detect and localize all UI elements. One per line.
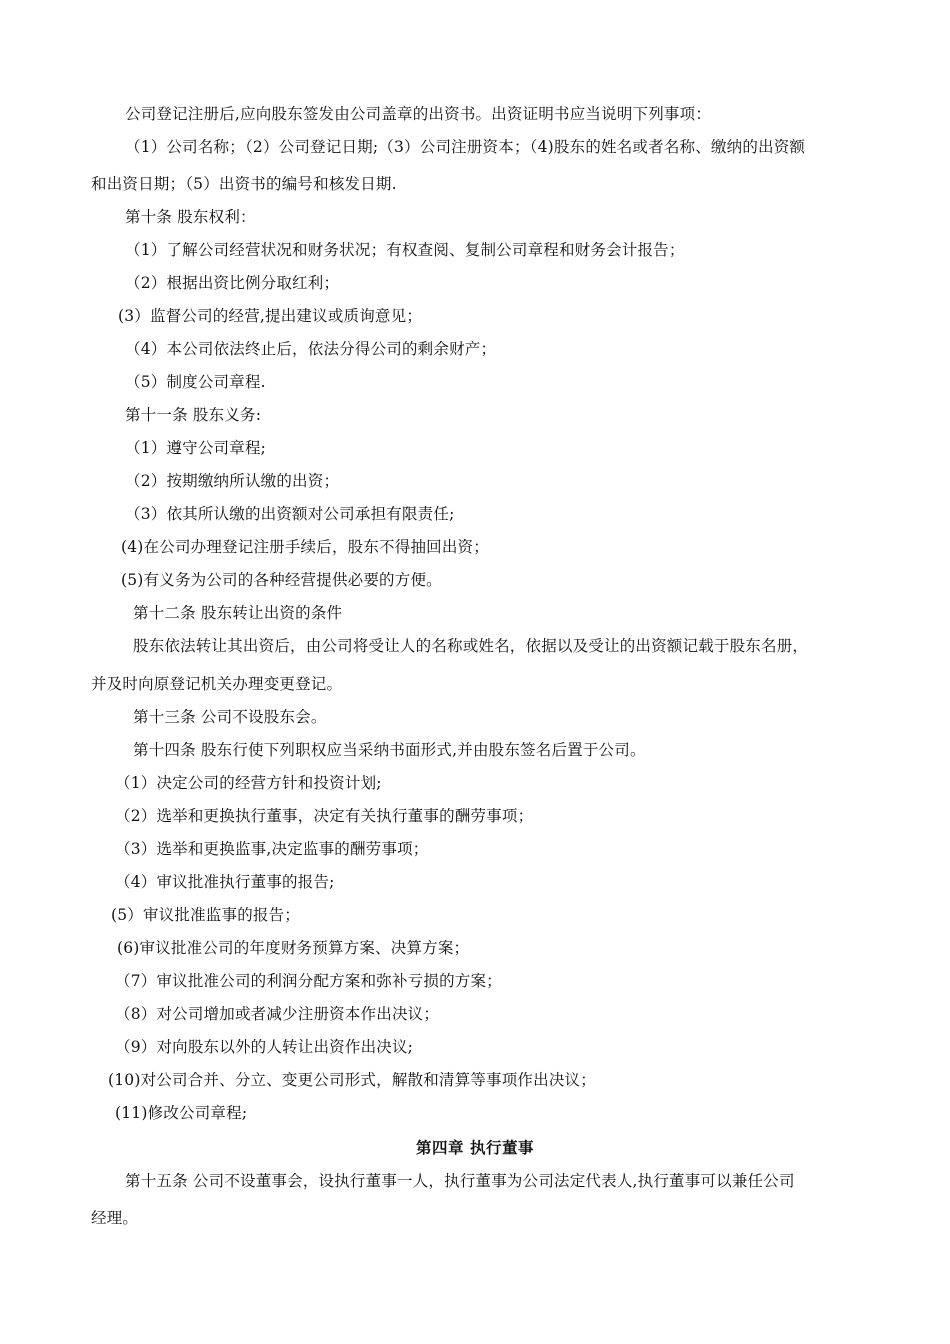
article-14-item-11: (11)修改公司章程;: [115, 1104, 248, 1122]
article-13: 第十三条 公司不设股东会。: [133, 708, 327, 726]
article-10-title: 第十条 股东权利：: [125, 208, 256, 226]
article-14-item-2: （2）选举和更换执行董事，决定有关执行董事的酬劳事项；: [115, 807, 534, 825]
article-12-title: 第十二条 股东转让出资的条件: [133, 604, 343, 622]
article-12-body-line2: 并及时向原登记机关办理变更登记。: [91, 675, 343, 693]
article-14-item-3: （3）选举和更换监事,决定监事的酬劳事项；: [115, 840, 429, 858]
article-11-title: 第十一条 股东义务:: [125, 406, 262, 424]
article-14-item-6: (6)审议批准公司的年度财务预算方案、决算方案；: [117, 939, 470, 957]
article-12-body-line1: 股东依法转让其出资后，由公司将受让人的名称或姓名，依据以及受让的出资额记载于股东名册，: [133, 637, 809, 655]
article-14-item-9: （9）对向股东以外的人转让出资作出决议;: [115, 1038, 414, 1056]
article-14-item-7: （7）审议批准公司的利润分配方案和弥补亏损的方案；: [115, 972, 502, 990]
article-10-item-3: (3）监督公司的经营,提出建议或质询意见；: [118, 307, 423, 325]
article-11-item-3: （3）依其所认缴的出资额对公司承担有限责任;: [125, 505, 455, 523]
article-15-line1: 第十五条 公司不设董事会，设执行董事一人，执行董事为公司法定代表人,执行董事可以兼任公司: [125, 1172, 795, 1190]
article-10-item-1: （1）了解公司经营状况和财务状况；有权查阅、复制公司章程和财务会计报告；: [125, 241, 685, 259]
article-14-item-5: (5）审议批准监事的报告；: [111, 906, 301, 924]
article-14-title: 第十四条 股东行使下列职权应当采纳书面形式,并由股东签名后置于公司。: [133, 741, 646, 759]
paragraph-certificate-items-line2: 和出资日期；（5）出资书的编号和核发日期.: [91, 175, 397, 193]
chapter-heading: 第四章 执行董事: [416, 1138, 534, 1157]
paragraph-capital-certificate-intro: 公司登记注册后,应向股东签发由公司盖章的出资书。出资证明书应当说明下列事项：: [125, 105, 712, 123]
article-11-item-1: （1）遵守公司章程;: [125, 439, 267, 457]
article-14-item-4: （4）审议批准执行董事的报告;: [115, 873, 335, 891]
article-14-item-1: （1）决定公司的经营方针和投资计划;: [115, 774, 382, 792]
article-14-item-10: (10)对公司合并、分立、变更公司形式，解散和清算等事项作出决议；: [108, 1071, 596, 1089]
paragraph-certificate-items-line1: （1）公司名称；（2）公司登记日期;（3）公司注册资本；（4)股东的姓名或者名称、缴纳的出资额: [125, 138, 806, 156]
article-10-item-5: （5）制度公司章程.: [125, 373, 266, 391]
article-10-item-2: （2）根据出资比例分取红利；: [125, 274, 340, 292]
article-11-item-5: (5)有义务为公司的各种经营提供必要的方便。: [121, 571, 442, 589]
article-15-line2: 经理。: [91, 1209, 139, 1227]
article-11-item-2: （2）按期缴纳所认缴的出资；: [125, 472, 340, 490]
article-10-item-4: （4）本公司依法终止后，依法分得公司的剩余财产；: [125, 340, 497, 358]
article-11-item-4: (4)在公司办理登记注册手续后，股东不得抽回出资；: [121, 538, 489, 556]
article-14-item-8: （8）对公司增加或者减少注册资本作出决议；: [115, 1005, 440, 1023]
